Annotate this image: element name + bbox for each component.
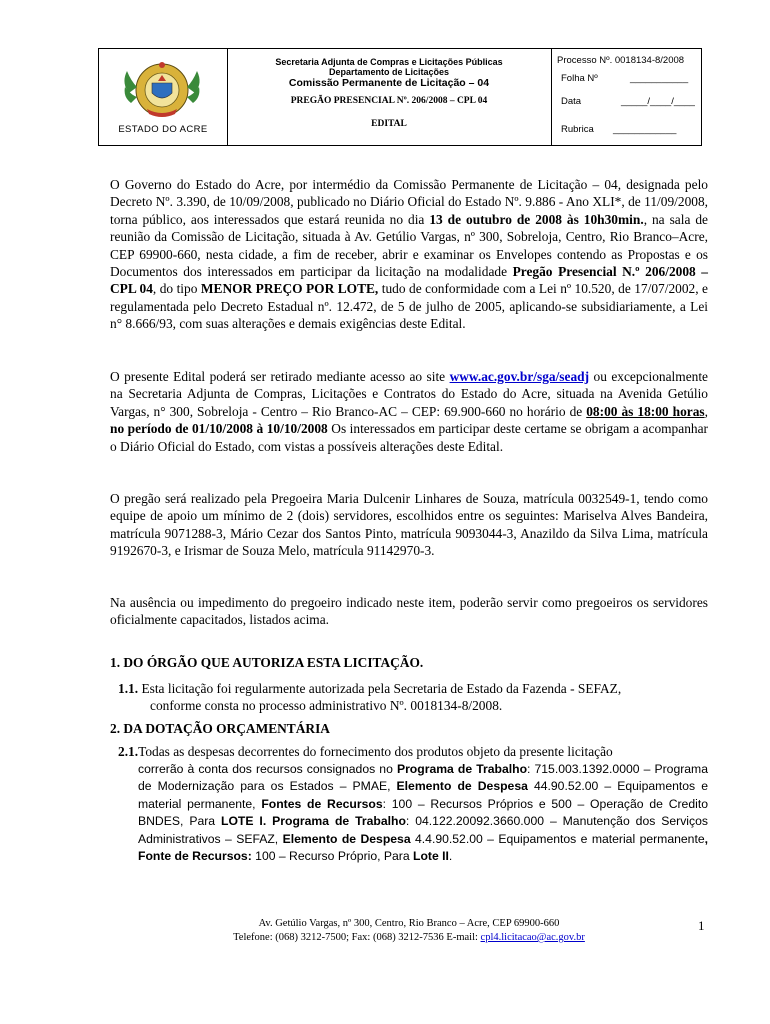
meeting-date: 13 de outubro de 2008 às 10h30min. [429, 211, 644, 227]
folha-blank: ___________ [630, 73, 689, 84]
clause-text: 44.90.52.00 – Equipamentos e material permanente, [138, 779, 708, 811]
folha-label: Folha Nº [561, 73, 598, 84]
clause-text: Esta licitação foi regularmente autorizada pela Secretaria de Estado da Fazenda - SEFAZ, [138, 681, 622, 696]
processo-number: Processo Nº. 0018134-8/2008 [557, 55, 685, 66]
coat-of-arms-emblem [117, 59, 207, 121]
header-edital: EDITAL [371, 119, 407, 129]
text-span: O Governo do Estado do Acre, por intermédio da Comissão Permanente de Licitação – 04, designada pelo Decreto Nº. 3.390, de 10/09/2008, publicado no Diário Oficial do Estado Nº. 9.886 - Ano XLI*, de 11/09/2008, torna público, aos interessados que estará reunida no dia [110, 177, 708, 227]
pregao-reference: Pregão Presencial N.º 206/2008 – CPL 04 [110, 264, 708, 297]
clause-text: conforme consta no processo administrativo Nº. 0018134-8/2008. [150, 698, 503, 714]
estado-label: ESTADO DO ACRE [118, 124, 208, 135]
edital-availability-paragraph [110, 368, 708, 455]
bold-term: Elemento de Despesa [396, 779, 528, 794]
text-span: ou excepcionalmente na Secretaria Adjunta de Compras, Licitações e Contratos do Estado do Acre, situada na Avenida Getúlio Vargas, n° 300, Sobreloja - Centro – Rio Branco-AC – CEP: 69.900-660 no horário de [110, 369, 708, 419]
text-span: tudo de conformidade com a Lei nº 10.520, de 17/07/2002, e regulamentada pelo Decreto Estadual nº. 12.472, de 5 de julho de 2005, aplicando-se subsidiariamente, a Lei n° 8.666/93, com suas alterações e demais exigências deste Edital. [110, 281, 708, 332]
text-span: , na sala de reunião da Comissão de Licitação, situada à Av. Getúlio Vargas, nº 300, Sobreloja, Centro, Rio Branco–Acre, CEP 69900-660, nesta cidade, a fim de receber, abrir e examinar os Envelopes contendo as Propostas e os Documentos dos interessados em participar da licitação na modalidade [110, 211, 708, 280]
pregoeira-paragraph [110, 490, 708, 560]
intro-paragraph [110, 176, 708, 333]
section-2-1-first-line [118, 743, 708, 760]
data-label: Data [561, 96, 582, 107]
footer-address: Av. Getúlio Vargas, nº 300, Centro, Rio Branco – Acre, CEP 69900-660 [258, 918, 560, 929]
footer-phone: Telefone: (068) 3212-7500; Fax: (068) 3212-7536 E-mail: [233, 932, 481, 943]
rubrica-label: Rubrica [561, 124, 594, 135]
period-dates: no período de 01/10/2008 à 10/10/2008 [110, 421, 328, 437]
header-secretaria: Secretaria Adjunta de Compras e Licitações Públicas [275, 57, 503, 67]
document-header [98, 48, 702, 146]
clause-text: . [448, 849, 453, 864]
header-pregao: PREGÃO PRESENCIAL Nº. 206/2008 – CPL 04 [290, 96, 488, 106]
clause-text: , Para [180, 814, 221, 829]
substitute-paragraph [110, 594, 708, 629]
bold-term: Programa de Trabalho [396, 762, 528, 776]
text-span: Os interessados em participar deste certame se obrigam a acompanhar o Diário Oficial do Estado, com vistas a possíveis alterações deste Edital. [110, 421, 708, 454]
clause-text: 100 – Recurso Próprio, Para [251, 849, 414, 864]
section-2-heading: 2. DA DOTAÇÃO ORÇAMENTÁRIA [110, 721, 330, 736]
page-number: 1 [698, 918, 705, 933]
text-span: , [704, 403, 708, 419]
bold-term: LOTE I. Programa de Trabalho [221, 814, 406, 829]
tipo-label: MENOR PREÇO POR LOTE, [200, 281, 379, 297]
site-link[interactable]: www.ac.gov.br/sga/seadj [449, 369, 590, 384]
clause-text: 4.4.90.52.00 – Equipamentos e material permanente [410, 831, 705, 846]
bold-term: Lote II [413, 849, 449, 864]
clause-number: 1.1. [118, 681, 139, 696]
bold-term: Fontes de Recursos [261, 796, 383, 811]
clause-number: 2.1. [118, 744, 139, 759]
clause-text: : 715.003.1392.0000 – Programa de Modernização para os Estados – PMAE, [138, 762, 708, 794]
footer-contact [110, 931, 708, 945]
text-span: O presente Edital poderá ser retirado mediante acesso ao site [110, 369, 450, 384]
rubrica-blank: ____________ [613, 124, 677, 135]
data-blank: _____/____/____ [621, 96, 695, 107]
footer-email-link[interactable]: cpl4.licitacao@ac.gov.br [480, 932, 585, 943]
bold-term: , Fonte de Recursos: [138, 831, 708, 864]
section-1-1 [118, 680, 708, 715]
paragraph-text: O pregão será realizado pela Pregoeira Maria Dulcenir Linhares de Souza, matrícula 0032549-1, tendo como equipe de apoio um mínimo de 2 (dois) servidores, escolhidos entre os seguintes: Mariselva Alves Bandeira, matrícula 9071288-3, Mário Cezar dos Santos Pinto, matrícula 9093044-3, Anazildo da Silva Lima, matrícula 9192670-3, e Irismar de Souza Melo, matrícula 91142970-3. [110, 491, 708, 559]
page-footer [110, 917, 708, 945]
clause-text: : 100 – Recursos Próprios e 500 – Operação de Credito BNDES [138, 796, 708, 829]
business-hours: 08:00 às 18:00 horas [586, 403, 705, 419]
header-divider [551, 49, 552, 145]
paragraph-text: Na ausência ou impedimento do pregoeiro indicado neste item, poderão servir como pregoeiros os servidores oficialmente capacitados, listados acima. [110, 595, 708, 628]
text-span: , do tipo [152, 281, 201, 297]
bold-term: Elemento de Despesa [282, 831, 411, 846]
clause-text: : 04.122.20092.3660.000 – Manutenção dos Serviços Administrativos – SEFAZ, [138, 814, 708, 846]
section-2-1-body [138, 761, 708, 865]
clause-text: Todas as despesas decorrentes do fornecimento dos produtos objeto da presente licitação [138, 744, 613, 759]
section-1-heading: 1. DO ÓRGÃO QUE AUTORIZA ESTA LICITAÇÃO. [110, 655, 424, 670]
header-departamento: Departamento de Licitações [328, 67, 450, 77]
header-comissao: Comissão Permanente de Licitação – 04 [288, 77, 490, 89]
clause-text: correrão à conta dos recursos consignados no [138, 762, 397, 776]
